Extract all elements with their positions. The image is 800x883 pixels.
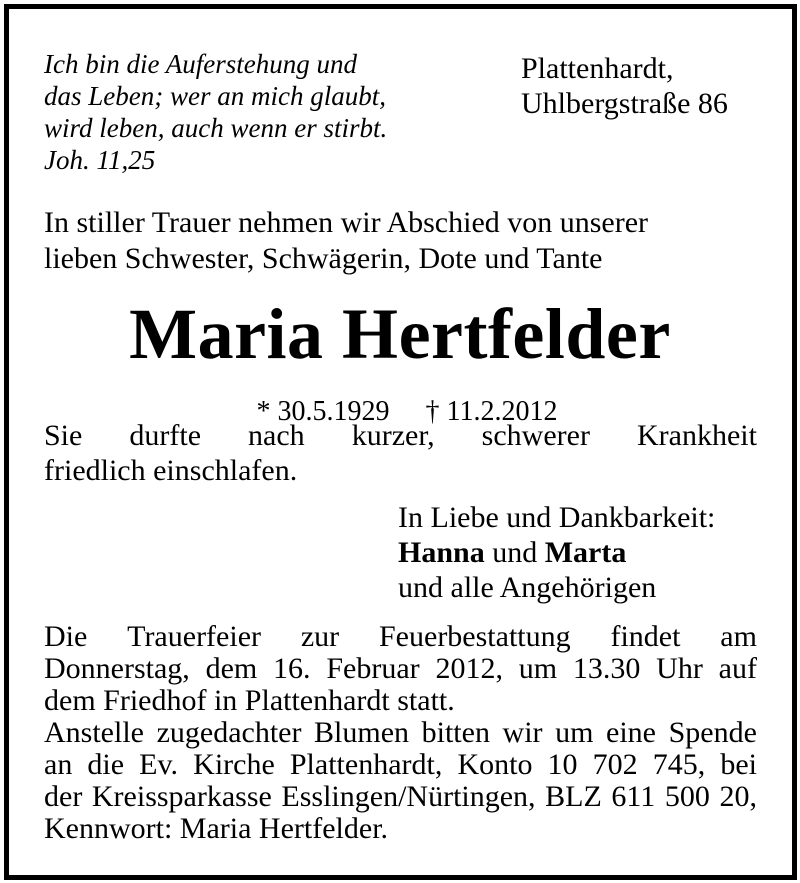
word: wir	[502, 716, 543, 749]
signoff-names	[398, 535, 715, 570]
word: 702	[592, 748, 638, 781]
bible-verse	[44, 48, 387, 176]
passing-line: friedlich einschlafen.	[44, 454, 298, 487]
word: an	[44, 748, 73, 781]
intro-line: In stiller Trauer nehmen wir Abschied von unserer	[44, 206, 649, 239]
word: auf	[718, 652, 757, 685]
word: 16.	[273, 652, 311, 685]
details-line	[44, 749, 757, 781]
word: bitten	[421, 716, 490, 749]
verse-reference: Joh. 11,25	[44, 145, 156, 175]
word: Feuerbestattung	[379, 620, 571, 653]
mourning-intro	[44, 205, 759, 277]
word: durfte	[129, 419, 202, 452]
word: 745,	[652, 748, 706, 781]
word: Konto	[457, 748, 533, 781]
word: Trauerfeier	[127, 620, 261, 653]
verse-line: wird leben, auch wenn er stirbt.	[44, 113, 388, 143]
word: Februar	[326, 652, 420, 685]
word: Kirche	[193, 748, 275, 781]
mourner-name: Hanna	[398, 536, 485, 569]
word: kurzer,	[351, 419, 435, 452]
word: Blumen	[314, 716, 410, 749]
word: Donnerstag,	[44, 652, 190, 685]
word: Krankheit	[636, 419, 757, 452]
word: Plattenhardt,	[289, 748, 443, 781]
word: Anstelle	[44, 716, 144, 749]
passing-line	[44, 418, 757, 453]
funeral-details	[44, 621, 757, 845]
word: Ev.	[139, 748, 179, 781]
word: um	[555, 716, 594, 749]
address-street: Uhlbergstraße 86	[521, 87, 728, 120]
word: zugedachter	[156, 716, 302, 749]
word: Die	[44, 620, 88, 653]
address-town: Plattenhardt,	[521, 52, 674, 85]
word: 611	[611, 780, 656, 813]
details-line	[44, 717, 757, 749]
details-line: Kennwort: Maria Hertfelder.	[44, 812, 389, 845]
word: Kreissparkasse	[91, 780, 272, 813]
family-address	[521, 51, 728, 121]
details-line	[44, 653, 757, 685]
verse-line: das Leben; wer an mich glaubt,	[44, 81, 386, 111]
word: Sie	[44, 419, 83, 452]
verse-line: Ich bin die Auferstehung und	[44, 49, 357, 79]
word: Esslingen/Nürtingen,	[281, 780, 536, 813]
word: 500	[664, 780, 710, 813]
word: um	[518, 652, 558, 685]
word: zur	[300, 620, 340, 653]
connector-text: und	[484, 536, 545, 569]
word: 13.30	[572, 652, 641, 685]
deceased-name: Maria Hertfelder	[129, 294, 671, 374]
word: dem	[205, 652, 258, 685]
word: nach	[248, 419, 305, 452]
details-line: dem Friedhof in Plattenhardt statt.	[44, 684, 455, 717]
word: Spende	[668, 716, 757, 749]
birth-date: * 30.5.1929	[256, 396, 390, 427]
word: der	[44, 780, 83, 813]
word: BLZ	[545, 780, 602, 813]
signoff-line: und alle Angehörigen	[398, 571, 657, 604]
signoff	[398, 500, 715, 605]
details-line	[44, 621, 757, 653]
mourner-name: Marta	[544, 536, 627, 569]
intro-line: lieben Schwester, Schwägerin, Dote und Tante	[44, 242, 603, 275]
word: bei	[720, 748, 757, 781]
word: 2012,	[435, 652, 503, 685]
word: 20,	[719, 780, 757, 813]
word: findet	[610, 620, 681, 653]
word: die	[87, 748, 125, 781]
details-line	[44, 781, 757, 813]
word: 10	[547, 748, 578, 781]
passing-text	[44, 418, 757, 488]
word: Uhr	[656, 652, 703, 685]
word: schwerer	[481, 419, 590, 452]
word: eine	[606, 716, 656, 749]
signoff-line: In Liebe und Dankbarkeit:	[398, 501, 716, 534]
word: am	[720, 620, 757, 653]
death-date: † 11.2.2012	[425, 396, 558, 427]
